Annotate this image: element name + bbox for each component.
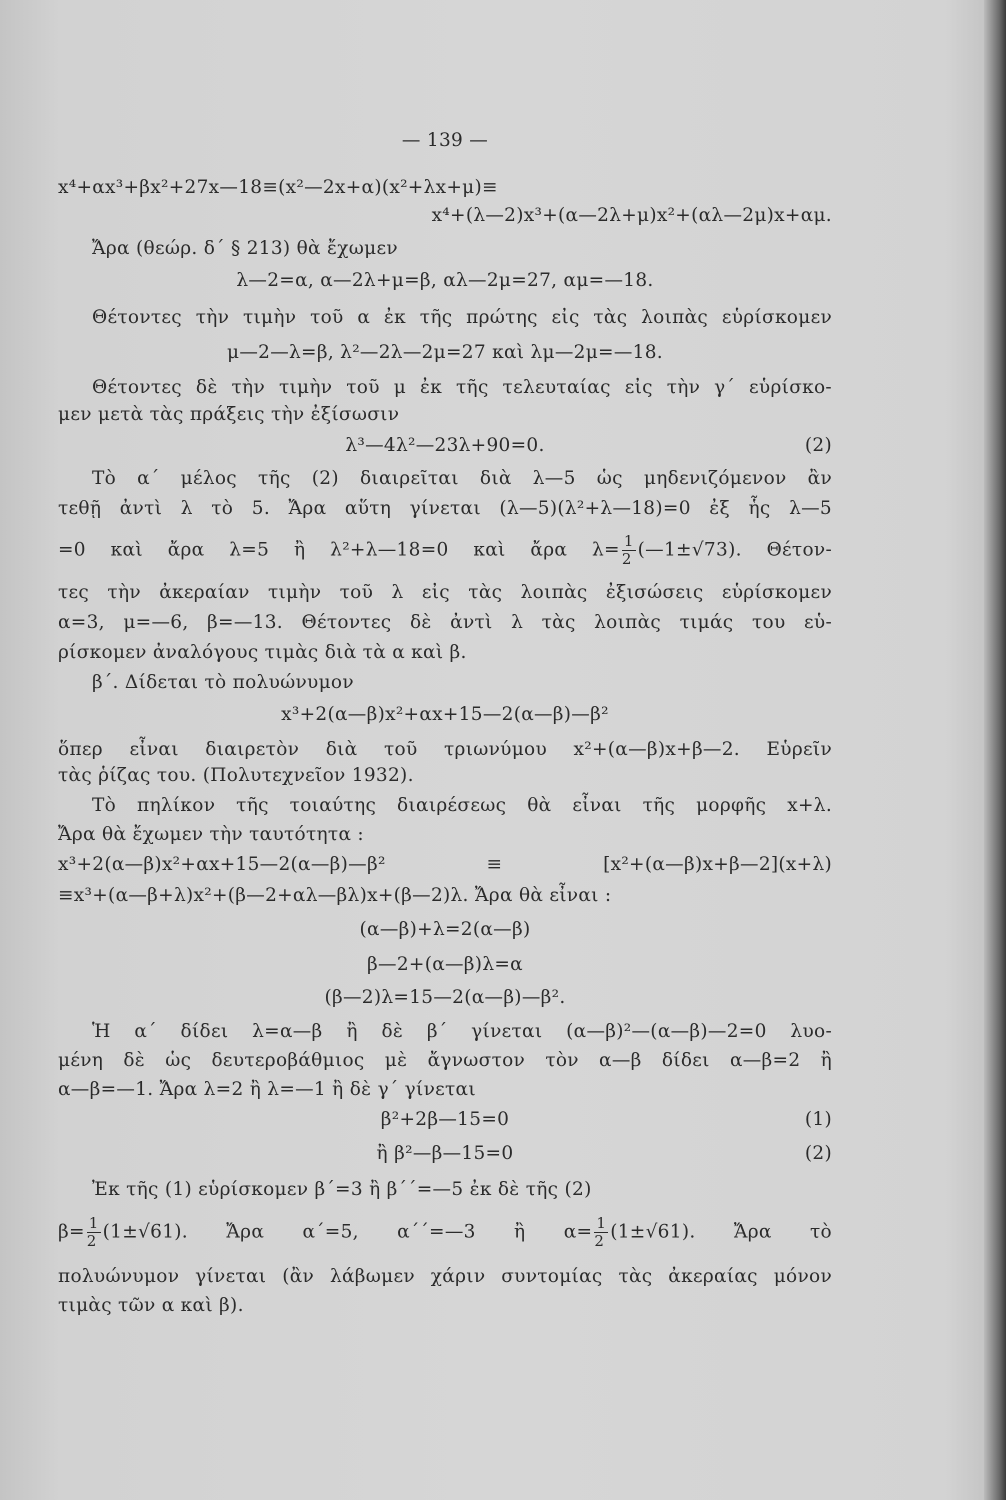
text-line-2: x⁴+(λ—2)x³+(α—2λ+μ)x²+(αλ—2μ)x+αμ. — [431, 205, 832, 226]
text-line-12-post: (—1±√73). Θέτον- — [637, 539, 833, 561]
equation-number-2: (2) — [804, 435, 832, 456]
text-line-10: Τὸ α΄ μέλος τῆς (2) διαιρεῖται διὰ λ—5 ὡς μηδενιζόμενον ἂν — [92, 468, 832, 489]
identity-line-1: x³+2(α—β)x²+αx+15—2(α—β)—β² ≡ [x²+(α—β)x+β—2](x+λ) — [58, 854, 832, 875]
fraction-denominator: 2 — [86, 1232, 97, 1250]
text-line-8: μεν μετὰ τὰς πράξεις τὴν ἐξίσωσιν — [58, 404, 400, 425]
text-line-7: Θέτοντες δὲ τὴν τιμὴν τοῦ μ ἐκ τῆς τελευταίας εἰς τὴν γ΄ εὑρίσκο- — [92, 377, 832, 398]
equation-number-2b: (2) — [804, 1143, 832, 1164]
system-eq-3: (β—2)λ=15—2(α—β)—β². — [324, 987, 566, 1008]
identity-line-2: ≡x³+(α—β+λ)x²+(β—2+αλ—βλ)x+(β—2)λ. Ἄρα θὰ εἶναι : — [58, 885, 612, 906]
text-line-33-pre: β= — [58, 1221, 85, 1243]
text-line-15: ρίσκομεν ἀναλόγους τιμὰς διὰ τὰ α καὶ β. — [58, 642, 467, 663]
page-number: — 139 — — [401, 130, 489, 151]
system-eq-1: (α—β)+λ=2(α—β) — [359, 919, 531, 940]
equation-system-2: μ—2—λ=β, λ²—2λ—2μ=27 καὶ λμ—2μ=—18. — [227, 342, 663, 363]
text-line-33-post: (1±√61). Ἄρα τὸ — [610, 1221, 832, 1243]
fraction-numerator: 1 — [623, 532, 634, 550]
text-line-33 — [58, 1215, 832, 1250]
text-line-33-mid: (1±√61). Ἄρα α΄=5, α΄΄=—3 ἢ α= — [102, 1221, 593, 1243]
text-line-29: α—β=—1. Ἄρα λ=2 ἢ λ=—1 ἢ δὲ γ΄ γίνεται — [58, 1079, 476, 1100]
equation-1-text: β²+2β—15=0 — [380, 1109, 510, 1130]
text-line-34: πολυώνυμον γίνεται (ἂν λάβωμεν χάριν συντομίας τὰς ἀκεραίας μόνον — [58, 1266, 832, 1287]
text-line-27: Ἡ α΄ δίδει λ=α—β ἢ δὲ β΄ γίνεται (α—β)²—(α—β)—2=0 λυο- — [92, 1021, 832, 1042]
fraction-numerator: 1 — [596, 1214, 607, 1232]
fraction-one-half — [622, 533, 636, 568]
text-line-32: Ἐκ τῆς (1) εὑρίσκομεν β΄=3 ἢ β΄΄=—5 ἐκ δὲ τῆς (2) — [92, 1179, 592, 1200]
equation-system-1: λ—2=α, α—2λ+μ=β, αλ—2μ=27, αμ=—18. — [236, 270, 654, 291]
text-line-16: β΄. Δίδεται τὸ πολυώνυμον — [92, 672, 354, 693]
text-line-5: Θέτοντες τὴν τιμὴν τοῦ α ἐκ τῆς πρώτης εἰς τὰς λοιπὰς εὑρίσκομεν — [92, 307, 832, 328]
text-line-1: x⁴+αx³+βx²+27x—18≡(x²—2x+α)(x²+λx+μ)≡ — [58, 177, 498, 198]
equation-2-text: λ³—4λ²—23λ+90=0. — [345, 435, 545, 456]
equation-1-quadratic — [58, 1107, 832, 1133]
text-line-28: μένη δὲ ὡς δευτεροβάθμιος μὲ ἄγνωστον τὸν α—β δίδει α—β=2 ἢ — [58, 1050, 832, 1071]
text-line-11: τεθῇ ἀντὶ λ τὸ 5. Ἄρα αὕτη γίνεται (λ—5)(λ²+λ—18)=0 ἐξ ἧς λ—5 — [58, 498, 832, 519]
text-line-13: τες τὴν ἀκεραίαν τιμὴν τοῦ λ εἰς τὰς λοιπὰς ἐξισώσεις εὑρίσκομεν — [58, 582, 832, 603]
text-line-20: Τὸ πηλίκον τῆς τοιαύτης διαιρέσεως θὰ εἶναι τῆς μορφῆς x+λ. — [92, 795, 832, 816]
fraction-denominator: 2 — [594, 1232, 605, 1250]
text-line-18: ὅπερ εἶναι διαιρετὸν διὰ τοῦ τριωνύμου x²+(α—β)x+β—2. Εὑρεῖν — [58, 739, 832, 760]
system-eq-2: β—2+(α—β)λ=α — [367, 954, 523, 975]
equation-2b-text: ἢ β²—β—15=0 — [376, 1143, 514, 1164]
fraction-one-half-b — [594, 1215, 608, 1250]
text-line-3: Ἄρα (θεώρ. δ΄ § 213) θὰ ἔχωμεν — [92, 238, 398, 259]
text-line-12-pre: =0 καὶ ἄρα λ=5 ἢ λ²+λ—18=0 καὶ ἄρα λ= — [58, 539, 620, 561]
text-line-19: τὰς ῥίζας του. (Πολυτεχνεῖον 1932). — [58, 765, 414, 786]
book-spine-shadow — [984, 0, 1006, 1500]
fraction-one-half-a — [87, 1215, 101, 1250]
text-line-21: Ἄρα θὰ ἔχωμεν τὴν ταυτότητα : — [58, 824, 364, 845]
equation-number-1: (1) — [804, 1109, 832, 1130]
fraction-denominator: 2 — [621, 550, 632, 568]
polynomial-definition: x³+2(α—β)x²+αx+15—2(α—β)—β² — [281, 704, 609, 725]
equation-2 — [58, 433, 832, 459]
text-line-35: τιμὰς τῶν α καὶ β). — [58, 1295, 244, 1316]
text-line-14: α=3, μ=—6, β=—13. Θέτοντες δὲ ἀντὶ λ τὰς λοιπὰς τιμάς του εὑ- — [58, 612, 832, 633]
fraction-numerator: 1 — [88, 1214, 99, 1232]
equation-2-quadratic — [58, 1141, 832, 1167]
text-line-12 — [58, 533, 832, 568]
